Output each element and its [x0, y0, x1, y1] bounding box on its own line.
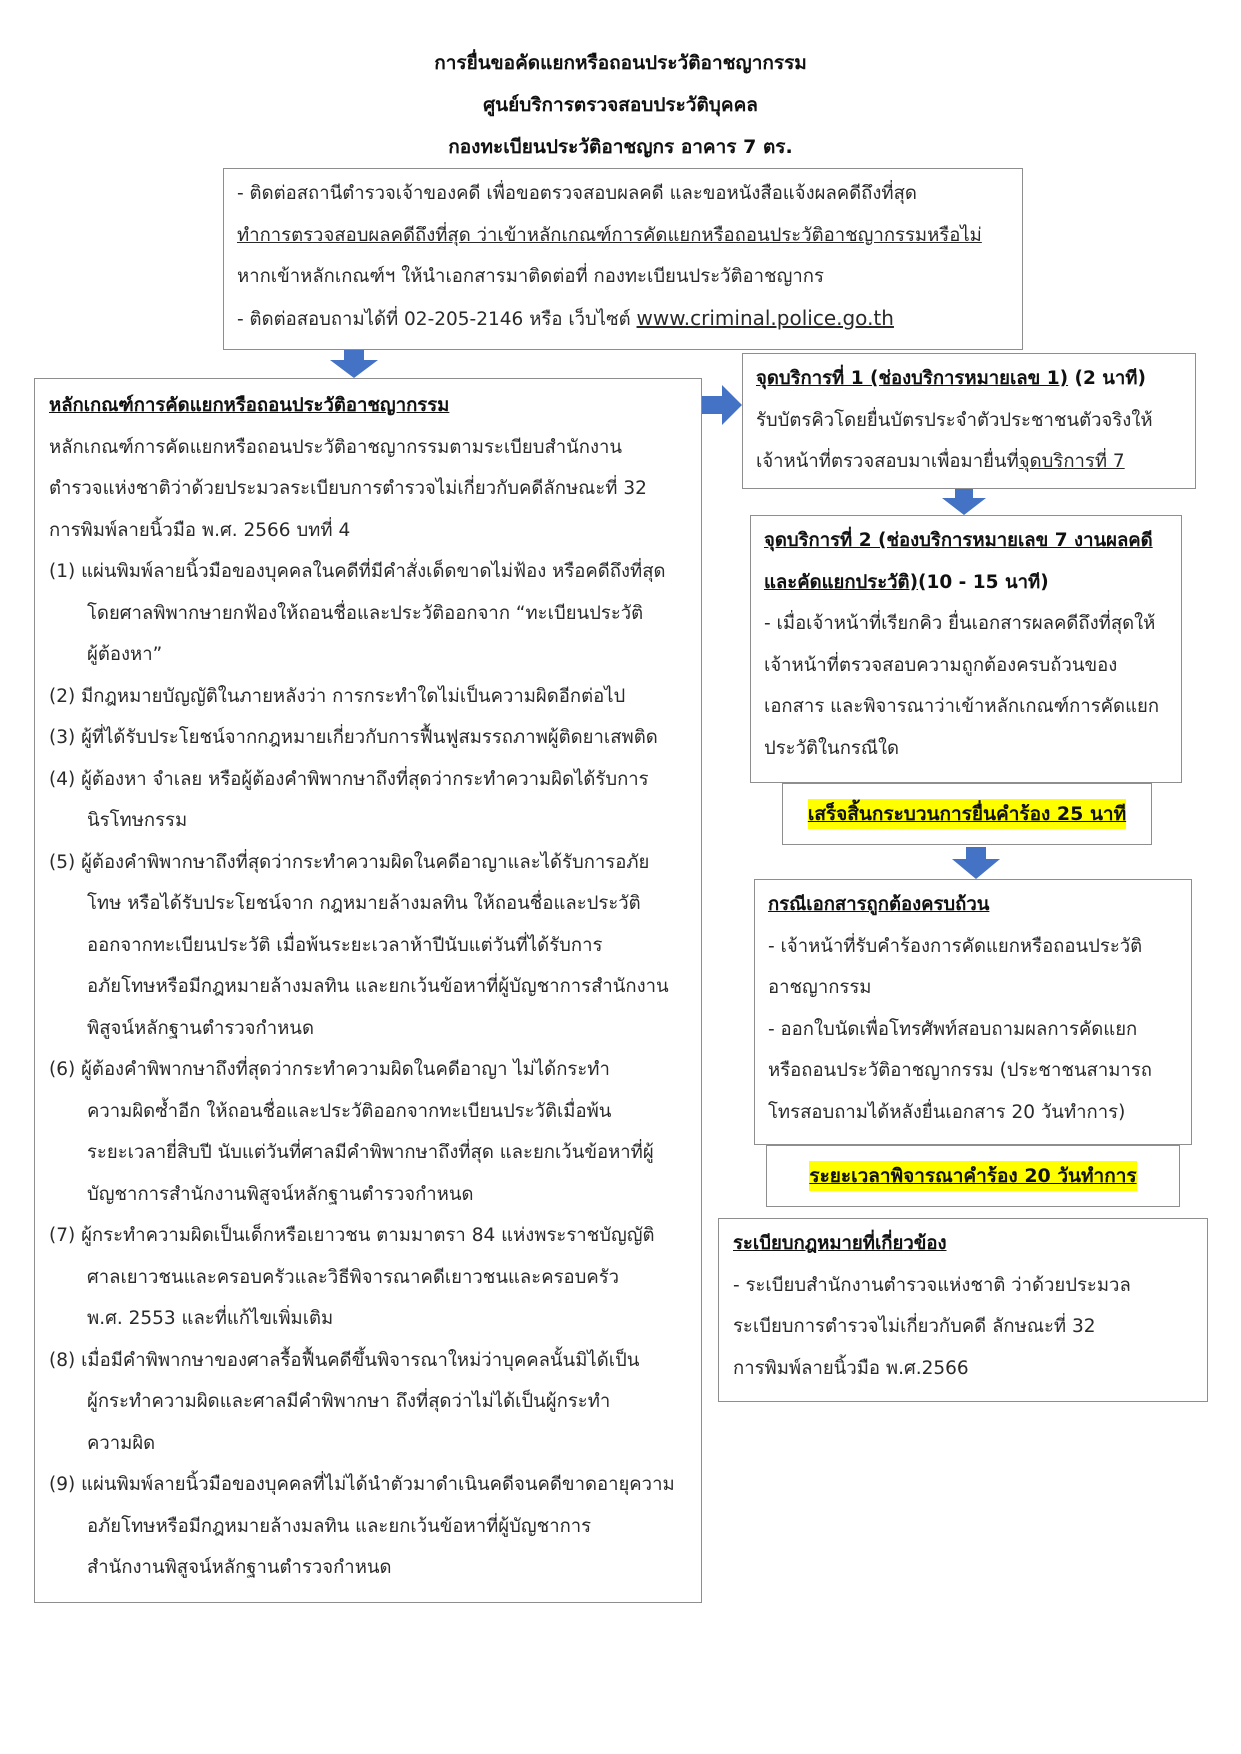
criteria-item-line: (9) แผ่นพิมพ์ลายนิ้วมือของบุคคลที่ไม่ได้นำตัวมาดำเนินคดีจนคดีขาดอายุความ [49, 1474, 675, 1495]
website-link[interactable]: www.criminal.police.go.th [636, 305, 894, 330]
criteria-item-line: ผู้ต้องหา” [87, 644, 163, 665]
criteria-item-line: (4) ผู้ต้องหา จำเลย หรือผู้ต้องคำพิพากษาถึงที่สุดว่ากระทำความผิดได้รับการ [49, 768, 649, 790]
criteria-item-line: บัญชาการสำนักงานพิสูจน์หลักฐานตำรวจกำหนด [87, 1183, 474, 1205]
criteria-item-line: (7) ผู้กระทำความผิดเป็นเด็กหรือเยาวชน ตามมาตรา 84 แห่งพระราชบัญญัติ [49, 1225, 655, 1246]
completion-label: เสร็จสิ้นกระบวนการยื่นคำร้อง 25 นาที [808, 799, 1126, 829]
criteria-item [49, 842, 701, 1050]
service-point-2-title: และคัดแยกประวัติ) [764, 571, 919, 593]
arrow-right-icon [702, 385, 742, 425]
related-regulations-heading: ระเบียบกฎหมายที่เกี่ยวข้อง [733, 1233, 947, 1254]
service-point-1-box [742, 353, 1196, 489]
criteria-item-line: (8) เมื่อมีคำพิพากษาของศาลรื้อฟื้นคดีขึ้นพิจารณาใหม่ว่าบุคคลนั้นมิได้เป็น [49, 1349, 640, 1371]
criteria-item [49, 676, 701, 718]
service-point-2-line: ประวัติในกรณีใด [764, 737, 900, 759]
completion-label-box [782, 783, 1152, 845]
related-regulations-line: ระเบียบการตำรวจไม่เกี่ยวกับคดี ลักษณะที่ 32 [733, 1316, 1096, 1337]
criteria-item-line: นิรโทษกรรม [87, 810, 188, 831]
criteria-item [49, 1049, 701, 1215]
arrow-down-icon [942, 489, 986, 515]
criteria-item-line: โดยศาลพิพากษายกฟ้องให้ถอนชื่อและประวัติออกจาก “ทะเบียนประวัติ [87, 602, 644, 624]
service-point-2-line: เอกสาร และพิจารณาว่าเข้าหลักเกณฑ์การคัดแยก [764, 696, 1160, 717]
page-subtitle: ศูนย์บริการตรวจสอบประวัติบุคคล [483, 94, 758, 116]
criteria-item-line: (6) ผู้ต้องคำพิพากษาถึงที่สุดว่ากระทำความผิดในคดีอาญา ไม่ได้กระทำ [49, 1059, 610, 1080]
criteria-item-line: พ.ศ. 2553 และที่แก้ไขเพิ่มเติม [87, 1308, 334, 1329]
documents-complete-line: หรือถอนประวัติอาชญากรรม (ประชาชนสามารถ [768, 1060, 1152, 1081]
criteria-item-line: โทษ หรือได้รับประโยชน์จาก กฎหมายล้างมลทิน ให้ถอนชื่อและประวัติ [87, 893, 641, 914]
criteria-item-line: (1) แผ่นพิมพ์ลายนิ้วมือของบุคคลในคดีที่มีคำสั่งเด็ดขาดไม่ฟ้อง หรือคดีถึงที่สุด [49, 561, 666, 582]
criteria-item-line: ศาลเยาวชนและครอบครัวและวิธีพิจารณาคดีเยาวชนและครอบครัว [87, 1266, 620, 1288]
contact-box [223, 168, 1023, 350]
criteria-list [49, 551, 701, 1589]
service-point-1-text: เจ้าหน้าที่ตรวจสอบมาเพื่อมายื่นที่ [756, 451, 1019, 472]
criteria-item-line: ผู้กระทำความผิดและศาลมีคำพิพากษา ถึงที่สุดว่าไม่ได้เป็นผู้กระทำ [87, 1391, 611, 1412]
page-subtitle-2: กองทะเบียนประวัติอาชญกร อาคาร 7 ตร. [448, 136, 793, 158]
service-point-1-title: จุดบริการที่ 1 (ช่องบริการหมายเลข 1) [756, 368, 1069, 389]
arrow-down-icon [952, 847, 1000, 879]
service-point-2-heading-2 [764, 562, 1181, 604]
service-point-1-time: (2 นาที) [1068, 368, 1146, 389]
criteria-item [49, 759, 701, 842]
criteria-item-line: (5) ผู้ต้องคำพิพากษาถึงที่สุดว่ากระทำความผิดในคดีอาญาและได้รับการอภัย [49, 851, 650, 873]
related-regulations-line: การพิมพ์ลายนิ้วมือ พ.ศ.2566 [733, 1357, 969, 1379]
page-title: การยื่นขอคัดแยกหรือถอนประวัติอาชญากรรม [434, 52, 807, 74]
criteria-item-line: สำนักงานพิสูจน์หลักฐานตำรวจกำหนด [87, 1557, 392, 1578]
criteria-item-line: ความผิดซ้ำอีก ให้ถอนชื่อและประวัติออกจากทะเบียนประวัติเมื่อพ้น [87, 1100, 612, 1122]
arrow-down-icon [330, 350, 378, 378]
contact-phone-text: - ติดต่อสอบถามได้ที่ 02-205-2146 หรือ เว็บไซต์ [237, 308, 637, 330]
criteria-item-line: (2) มีกฎหมายบัญญัติในภายหลังว่า การกระทำใดไม่เป็นความผิดอีกต่อไป [49, 685, 626, 707]
related-regulations-box [718, 1218, 1208, 1402]
service-point-1-heading [756, 358, 1195, 400]
documents-complete-line: - เจ้าหน้าที่รับคำร้องการคัดแยกหรือถอนประวัติ [768, 935, 1143, 957]
criteria-box [34, 378, 702, 1603]
service-point-1-line-1: รับบัตรคิวโดยยื่นบัตรประจำตัวประชาชนตัวจริงให้ [756, 409, 1153, 431]
service-point-1-line-2 [756, 441, 1195, 483]
related-regulations-details [733, 1265, 1207, 1390]
documents-complete-heading: กรณีเอกสารถูกต้องครบถ้วน [768, 894, 990, 915]
service-point-2-heading: จุดบริการที่ 2 (ช่องบริการหมายเลข 7 งานผลคดี [764, 530, 1153, 551]
criteria-heading: หลักเกณฑ์การคัดแยกหรือถอนประวัติอาชญากรรม [49, 395, 450, 416]
criteria-item [49, 1340, 701, 1465]
period-label-box [766, 1145, 1180, 1207]
contact-line-2: ทำการตรวจสอบผลคดีถึงที่สุด ว่าเข้าหลักเกณฑ์การคัดแยกหรือถอนประวัติอาชญากรรมหรือไม่ [237, 224, 982, 246]
service-point-2-box [750, 515, 1182, 783]
service-point-7-ref: จุดบริการที่ 7 [1018, 451, 1125, 472]
criteria-item-line: ความผิด [87, 1432, 156, 1454]
documents-complete-line: อาชญากรรม [768, 977, 872, 998]
criteria-item [49, 1464, 701, 1589]
criteria-item [49, 717, 701, 759]
documents-complete-line: - ออกใบนัดเพื่อโทรศัพท์สอบถามผลการคัดแยก [768, 1018, 1138, 1040]
documents-complete-line: โทรสอบถามได้หลังยื่นเอกสาร 20 วันทำการ) [768, 1101, 1126, 1123]
criteria-item-line: อภัยโทษหรือมีกฎหมายล้างมลทิน และยกเว้นข้อหาที่ผู้บัญชาการสำนักงาน [87, 976, 669, 997]
contact-line-4 [237, 298, 1022, 341]
criteria-item [49, 1215, 701, 1340]
service-point-2-line: - เมื่อเจ้าหน้าที่เรียกคิว ยื่นเอกสารผลคดีถึงที่สุดให้ [764, 613, 1156, 634]
criteria-item-line: พิสูจน์หลักฐานตำรวจกำหนด [87, 1017, 314, 1039]
criteria-intro-line: การพิมพ์ลายนิ้วมือ พ.ศ. 2566 บทที่ 4 [49, 519, 351, 541]
period-label: ระยะเวลาพิจารณาคำร้อง 20 วันทำการ [809, 1161, 1136, 1191]
criteria-item-line: ระยะเวลายี่สิบปี นับแต่วันที่ศาลมีคำพิพากษาถึงที่สุด และยกเว้นข้อหาที่ผู้ [87, 1142, 654, 1163]
criteria-item [49, 551, 701, 676]
criteria-intro-line: หลักเกณฑ์การคัดแยกหรือถอนประวัติอาชญากรรมตามระเบียบสำนักงาน [49, 436, 623, 458]
criteria-item-line: (3) ผู้ที่ได้รับประโยชน์จากกฎหมายเกี่ยวกับการฟื้นฟูสมรรถภาพผู้ติดยาเสพติด [49, 727, 658, 748]
contact-line-1: - ติดต่อสถานีตำรวจเจ้าของคดี เพื่อขอตรวจสอบผลคดี และขอหนังสือแจ้งผลคดีถึงที่สุด [237, 183, 917, 204]
documents-complete-box [754, 879, 1192, 1145]
criteria-item-line: ออกจากทะเบียนประวัติ เมื่อพ้นระยะเวลาห้าปีนับแต่วันที่ได้รับการ [87, 934, 603, 956]
criteria-item-line: อภัยโทษหรือมีกฎหมายล้างมลทิน และยกเว้นข้อหาที่ผู้บัญชาการ [87, 1515, 592, 1537]
service-point-2-line: เจ้าหน้าที่ตรวจสอบความถูกต้องครบถ้วนของ [764, 654, 1118, 676]
documents-complete-details [768, 926, 1191, 1134]
related-regulations-line: - ระเบียบสำนักงานตำรวจแห่งชาติ ว่าด้วยประมวล [733, 1274, 1131, 1296]
contact-line-3: หากเข้าหลักเกณฑ์ฯ ให้นำเอกสารมาติดต่อที่ กองทะเบียนประวัติอาชญากร [237, 266, 824, 287]
criteria-intro-line: ตำรวจแห่งชาติว่าด้วยประมวลระเบียบการตำรวจไม่เกี่ยวกับคดีลักษณะที่ 32 [49, 478, 647, 499]
service-point-2-details [764, 603, 1181, 769]
criteria-intro [49, 427, 701, 552]
service-point-2-time: (10 - 15 นาที) [918, 571, 1049, 593]
